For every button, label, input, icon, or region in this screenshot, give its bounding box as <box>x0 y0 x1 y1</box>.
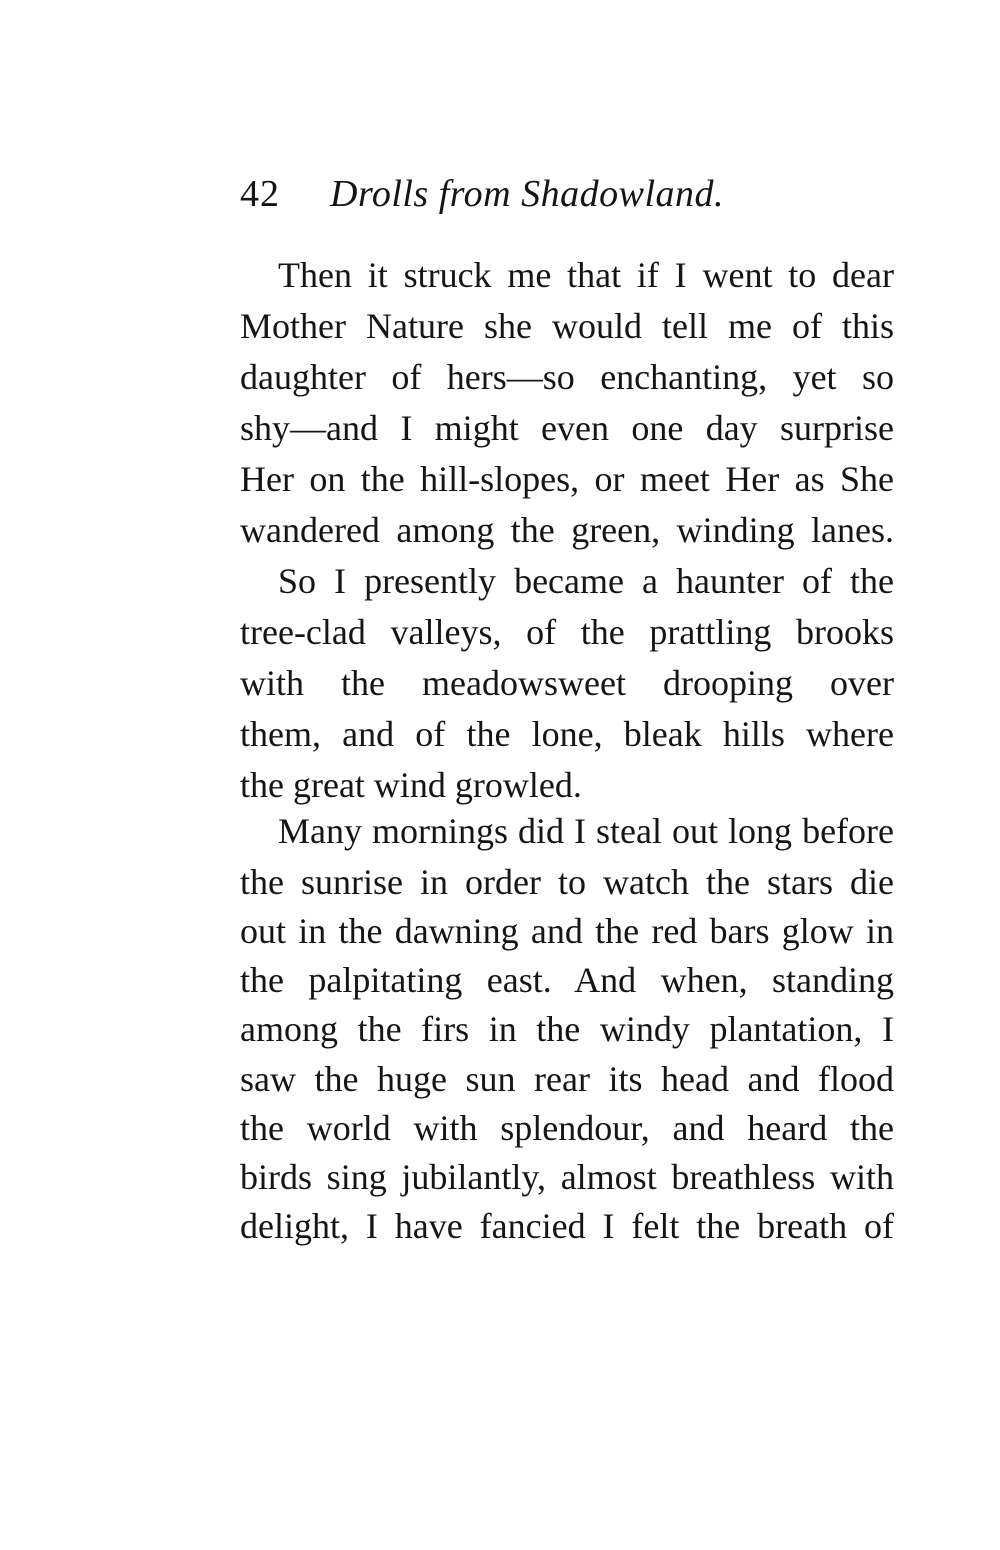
text-line: birds sing jubilantly, almost breathless with <box>240 1157 894 1197</box>
text-line: the great wind growled. <box>240 765 582 805</box>
text-line: daughter of hers—so enchanting, yet so <box>240 357 894 397</box>
running-head <box>240 166 860 222</box>
text-line: So I presently became a haunter of the <box>278 561 894 601</box>
text-line: shy—and I might even one day surprise <box>240 408 894 448</box>
text-line: the world with splendour, and heard the <box>240 1108 894 1148</box>
page-number: 42 <box>240 173 280 215</box>
text-line: Many mornings did I steal out long before <box>278 811 894 851</box>
text-line: the sunrise in order to watch the stars die <box>240 862 894 902</box>
text-line: saw the huge sun rear its head and flood <box>240 1059 894 1099</box>
text-line: tree-clad valleys, of the prattling brooks <box>240 612 894 652</box>
text-line: Then it struck me that if I went to dear <box>278 255 894 295</box>
text-line: among the firs in the windy plantation, I <box>240 1009 894 1049</box>
text-line: them, and of the lone, bleak hills where <box>240 714 894 754</box>
running-title: Drolls from Shadowland. <box>330 173 725 215</box>
text-line: delight, I have fancied I felt the breath of <box>240 1206 894 1246</box>
text-line: wandered among the green, winding lanes. <box>240 510 894 550</box>
text-line: with the meadowsweet drooping over <box>240 663 894 703</box>
text-line: Mother Nature she would tell me of this <box>240 306 894 346</box>
text-line: Her on the hill-slopes, or meet Her as She <box>240 459 894 499</box>
text-line: out in the dawning and the red bars glow in <box>240 911 894 951</box>
text-line: the palpitating east. And when, standing <box>240 960 894 1000</box>
